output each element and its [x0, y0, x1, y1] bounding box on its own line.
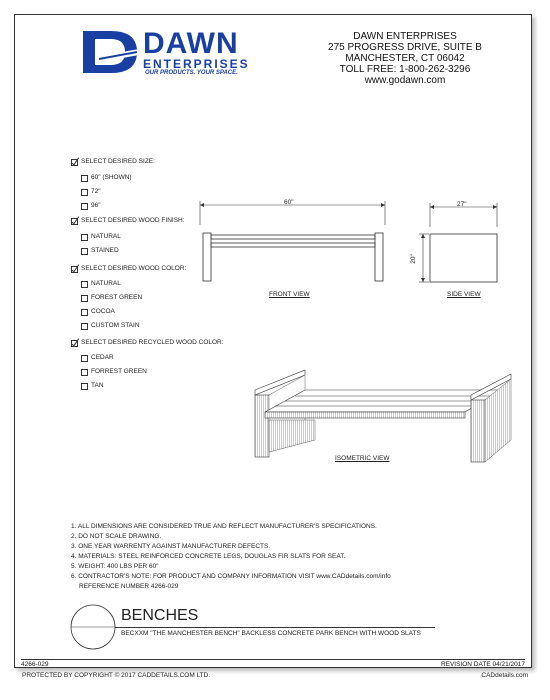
note-line: 1. ALL DIMENSIONS ARE CONSIDERED TRUE AND REFLECT MANUFACTURER'S SPECIFICATIONS. — [71, 523, 377, 530]
color-option-forest-green: FOREST GREEN — [91, 294, 143, 301]
side-view-height-dimension: 20" — [409, 254, 417, 264]
recycled-option-checkbox[interactable] — [81, 383, 88, 390]
color-option-checkbox[interactable] — [81, 309, 88, 316]
size-option-checkbox[interactable] — [81, 203, 88, 210]
size-option-checkbox[interactable] — [81, 175, 88, 182]
site-link[interactable]: CADdetails.com — [481, 672, 528, 679]
notes-block — [71, 523, 511, 591]
finish-title: SELECT DESIRED WOOD FINISH: — [81, 217, 185, 224]
logo-tagline: OUR PRODUCTS. YOUR SPACE. — [145, 70, 238, 76]
recycled-option-forrest-green: FORREST GREEN — [91, 368, 147, 375]
sheet-title: BENCHES — [121, 607, 199, 624]
recycled-title-checkbox[interactable] — [71, 340, 78, 347]
size-option-60: 60" (SHOWN) — [91, 174, 132, 181]
company-name: DAWN ENTERPRISES — [353, 31, 457, 42]
company-logo — [81, 29, 281, 79]
size-option-72: 72" — [91, 188, 101, 195]
sheet-subtitle: BECXXM "THE MANCHESTER BENCH" BACKLESS CONCRETE PARK BENCH WITH WOOD SLATS — [121, 630, 421, 637]
note-line: 5. WEIGHT: 400 LBS PER 60" — [71, 563, 159, 570]
front-view-dimension: 60" — [284, 199, 294, 206]
title-rule — [115, 627, 435, 628]
size-option-96: 96" — [91, 202, 101, 209]
note-line: 3. ONE YEAR WARRENTY AGAINST MANUFACTURER DEFECTS. — [71, 543, 271, 550]
color-title-checkbox[interactable] — [71, 266, 78, 273]
side-view-width-dimension: 27" — [457, 201, 467, 208]
color-option-cocoa: COCOA — [91, 308, 115, 315]
note-line: 4. MATERIALS: STEEL REINFORCED CONCRETE LEGS, DOUGLAS FIR SLATS FOR SEAT. — [71, 553, 346, 560]
size-option-checkbox[interactable] — [81, 189, 88, 196]
color-option-checkbox[interactable] — [81, 323, 88, 330]
color-option-checkbox[interactable] — [81, 281, 88, 288]
revision-date: REVISION DATE 04/21/2017 — [440, 661, 525, 668]
color-option-custom-stain: CUSTOM STAIN — [91, 322, 140, 329]
recycled-option-checkbox[interactable] — [81, 355, 88, 362]
website: www.godawn.com — [364, 75, 446, 86]
title-circle — [69, 603, 117, 651]
recycled-option-cedar: CEDAR — [91, 354, 114, 361]
note-line: 6. CONTRACTOR'S NOTE: FOR PRODUCT AND COMPANY INFORMATION VISIT www.CADdetails.com/info — [71, 573, 391, 580]
note-line: REFERENCE NUMBER 4266-029 — [79, 583, 179, 590]
address-line-1: 275 PROGRESS DRIVE, SUITE B — [328, 42, 482, 53]
isometric-view-drawing — [245, 360, 515, 470]
finish-option-checkbox[interactable] — [81, 234, 88, 241]
recycled-option-checkbox[interactable] — [81, 369, 88, 376]
isometric-view-label: ISOMETRIC VIEW — [335, 455, 390, 462]
side-view-label: SIDE VIEW — [447, 291, 481, 298]
side-view-drawing — [415, 197, 505, 297]
front-view-label: FRONT VIEW — [269, 291, 310, 298]
finish-option-checkbox[interactable] — [81, 248, 88, 255]
logo-subtitle: ENTERPRISES — [143, 57, 250, 71]
phone: TOLL FREE: 1-800-262-3296 — [339, 64, 471, 75]
size-title: SELECT DESIRED SIZE: — [81, 158, 155, 165]
company-address — [315, 31, 495, 86]
bottom-rule — [21, 659, 525, 660]
size-title-checkbox[interactable] — [71, 159, 78, 166]
finish-option-stained: STAINED — [91, 247, 119, 254]
finish-option-natural: NATURAL — [91, 233, 121, 240]
finish-title-checkbox[interactable] — [71, 218, 78, 225]
logo-wordmark: DAWN — [143, 27, 239, 60]
address-line-2: MANCHESTER, CT 06042 — [345, 53, 465, 64]
reference-number: 4266-029 — [21, 661, 49, 668]
color-title: SELECT DESIRED WOOD COLOR: — [81, 265, 187, 272]
note-line: 2. DO NOT SCALE DRAWING. — [71, 533, 162, 540]
recycled-title: SELECT DESIRED RECYCLED WOOD COLOR: — [81, 339, 224, 346]
drawing-sheet — [14, 14, 532, 668]
color-option-natural: NATURAL — [91, 280, 121, 287]
front-view-drawing — [195, 195, 395, 295]
color-option-checkbox[interactable] — [81, 295, 88, 302]
recycled-option-tan: TAN — [91, 382, 104, 389]
copyright-notice: PROTECTED BY COPYRIGHT © 2017 CADDETAILS.COM LTD. — [22, 672, 211, 679]
logo-d-mark — [81, 29, 141, 75]
